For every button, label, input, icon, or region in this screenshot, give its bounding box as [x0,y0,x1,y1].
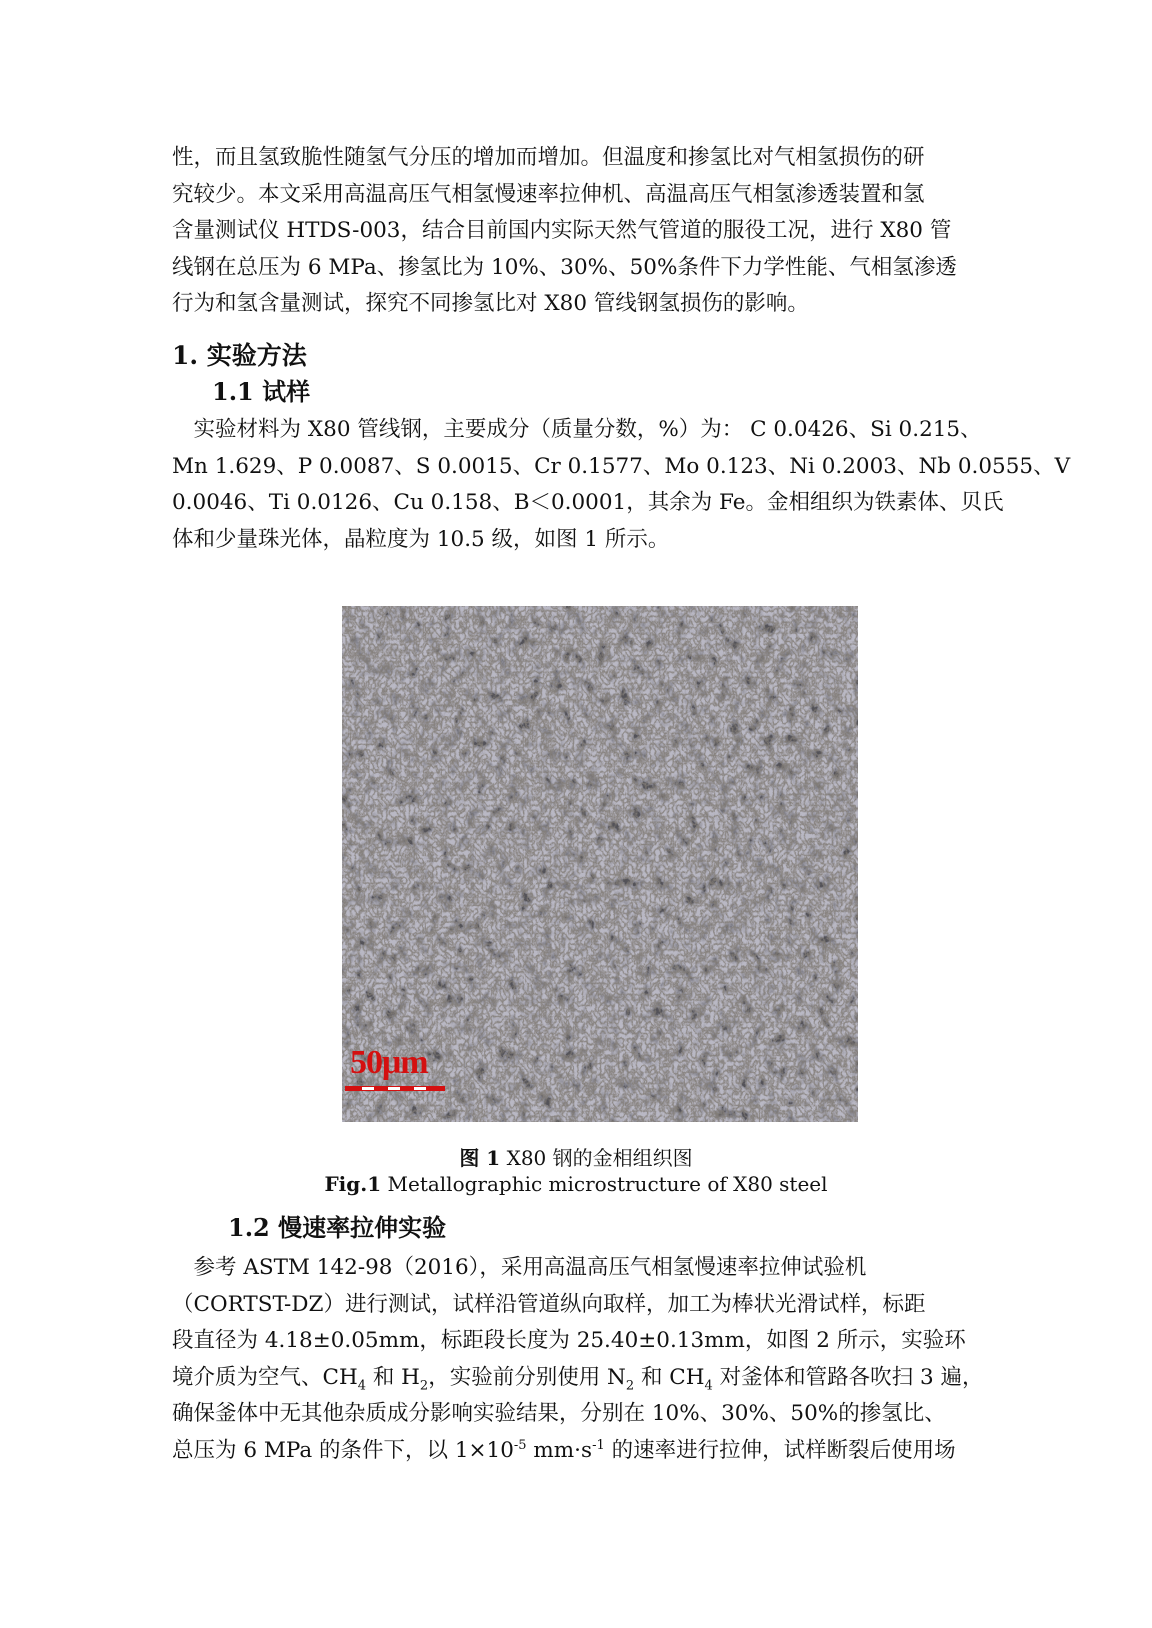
text-line: 实验材料为 X80 管线钢，主要成分（质量分数，%）为： C 0.0426、Si 0.215、 [172,417,982,442]
figure-caption-en [0,1172,1152,1196]
text-line: 境介质为空气、$CH_4$ 和 $H_2$，实验前分别使用 $N_2$ 和 $CH_4$ 对釜体和管路各吹扫 3 遍， [172,1364,984,1394]
text-line: 线钢在总压为 6 MPa、掺氢比为 10%、30%、50%条件下力学性能、气相氢渗透 [172,254,957,280]
scale-bar-label: 50μm [350,1044,428,1081]
text-line: 参考 ASTM 142-98（2016），采用高温高压气相氢慢速率拉伸试验机 [172,1255,867,1280]
caption-label: Fig.1 [324,1172,382,1196]
text-line: 究较少。本文采用高温高压气相氢慢速率拉伸机、高温高压气相氢渗透装置和氢 [172,181,925,207]
caption-text: X80 钢的金相组织图 [500,1146,693,1170]
tensile-paragraph [172,1250,982,1470]
text-line: 体和少量珠光体，晶粒度为 10.5 级，如图 1 所示。 [172,526,670,552]
scale-bar-tick [388,1087,400,1090]
intro-paragraph [172,140,982,323]
text-line: Mn 1.629、P 0.0087、S 0.0015、Cr 0.1577、Mo 0.123、Ni 0.2003、Nb 0.0555、V [172,453,1071,479]
section-heading: 1. 实验方法 [172,341,307,370]
scale-bar-tick [362,1087,374,1090]
figure-caption-cn [0,1142,1152,1171]
text-line: 含量测试仪 HTDS-003，结合目前国内实际天然气管道的服役工况，进行 X80 管 [172,218,952,244]
caption-label: 图 1 [459,1146,501,1170]
microstructure-image [342,606,858,1122]
text-line: 确保釜体中无其他杂质成分影响实验结果，分别在 10%、30%、50%的掺氢比、 [172,1401,946,1427]
text-line: （CORTST-DZ）进行测试，试样沿管道纵向取样，加工为棒状光滑试样，标距 [172,1291,926,1317]
sample-paragraph [172,412,1071,558]
subsection-heading: 1.1 试样 [212,377,311,406]
subsection-heading: 1.2 慢速率拉伸实验 [228,1213,447,1242]
scale-bar-tick [414,1087,426,1090]
text-line: 性，而且氢致脆性随氢气分压的增加而增加。但温度和掺氢比对气相氢损伤的研 [172,145,925,170]
text-line: 0.0046、Ti 0.0126、Cu 0.158、B＜0.0001，其余为 Fe。金相组织为铁素体、贝氏 [172,490,1004,516]
caption-text: Metallographic microstructure of X80 steel [381,1172,828,1196]
text-line: 总压为 6 MPa 的条件下，以 $1\times 10^{-5}$ $mm\cdot s^{-1}$ 的速率进行拉伸，试样断裂后使用场 [172,1437,956,1463]
text-line: 段直径为 4.18±0.05mm，标距段长度为 25.40±0.13mm，如图 2 所示，实验环 [172,1328,966,1354]
text-line: 行为和氢含量测试，探究不同掺氢比对 X80 管线钢氢损伤的影响。 [172,291,809,317]
